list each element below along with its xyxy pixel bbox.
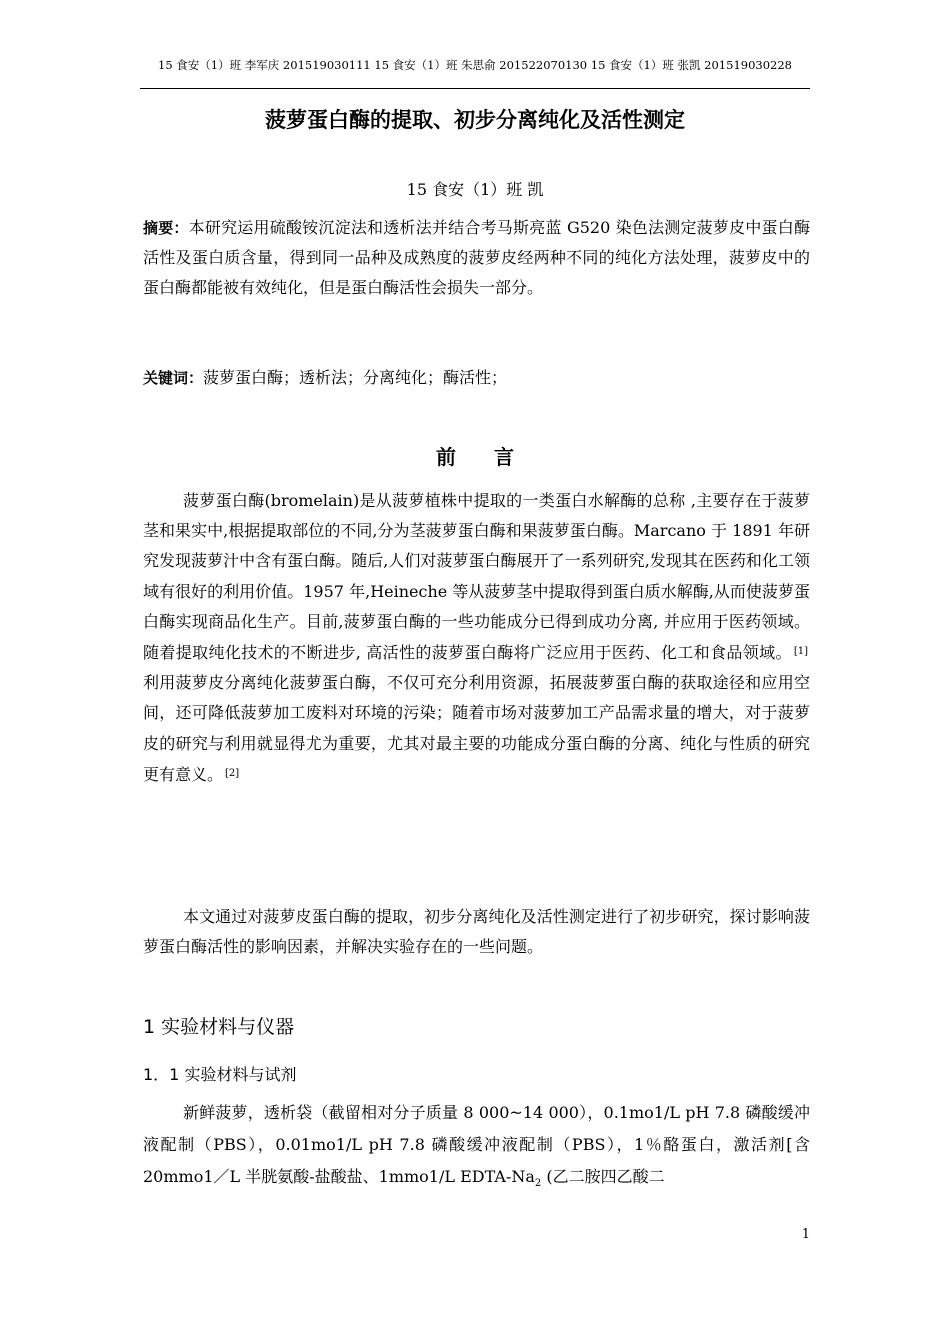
- materials-text-tail: (乙二胺四乙酸二: [541, 1167, 665, 1186]
- materials-paragraph: [143, 1097, 810, 1200]
- keywords-text: 菠萝蛋白酶；透析法；分离纯化；酶活性；: [203, 368, 508, 387]
- abstract-text: 本研究运用硫酸铵沉淀法和透析法并结合考马斯亮蓝 G520 染色法测定菠萝皮中蛋白酶活性及蛋白质含量，得到同一品种及成熟度的菠萝皮经两种不同的纯化方法处理，菠萝皮中的蛋白酶都能被有效纯化，但是蛋白酶活性会损失一部分。: [143, 218, 810, 297]
- section-1-heading: 1 实验材料与仪器: [143, 1016, 295, 1038]
- preface-paragraph-1: [143, 486, 810, 790]
- preface-text-1: 菠萝蛋白酶(bromelain)是从菠萝植株中提取的一类蛋白水解酶的总称 ,主要存在于菠萝茎和果实中,根据提取部位的不同,分为茎菠萝蛋白酶和果菠萝蛋白酶。Marcano 于 1891 年研究发现菠萝汁中含有蛋白酶。随后,人们对菠萝蛋白酶展开了一系列研究,发现其在医药和化工领域有很好的利用价值。1957 年,Heineche 等从菠萝茎中提取得到蛋白质水解酶,从而使菠萝蛋白酶实现商品化生产。目前,菠萝蛋白酶的一些功能成分已得到成功分离, 并应用于医药领域。随着提取纯化技术的不断进步, 高活性的菠萝蛋白酶将广泛应用于医药、化工和食品领域。: [143, 491, 810, 663]
- abstract: [143, 213, 810, 303]
- keywords: [143, 363, 810, 393]
- subscript-2: 2: [534, 1178, 542, 1190]
- preface-paragraph-2: 本文通过对菠萝皮蛋白酶的提取，初步分离纯化及活性测定进行了初步研究，探讨影响菠萝蛋白酶活性的影响因素，并解决实验存在的一些问题。: [143, 907, 810, 956]
- abstract-label: 摘要：: [143, 219, 189, 237]
- paper-title: 菠萝蛋白酶的提取、初步分离纯化及活性测定: [265, 108, 685, 132]
- keywords-label: 关键词：: [143, 369, 204, 387]
- section-1-1-heading: 1．1 实验材料与试剂: [143, 1065, 297, 1084]
- header-rule: [140, 88, 810, 89]
- citation-1: [1]: [793, 646, 808, 658]
- citation-2: [2]: [225, 767, 240, 779]
- page-number: 1: [801, 1227, 810, 1242]
- preface-heading: 前言: [436, 445, 552, 469]
- materials-text: 新鲜菠萝，透析袋（截留相对分子质量 8 000~14 000），0.1mo1/L pH 7.8 磷酸缓冲液配制（PBS），0.01mo1/L pH 7.8 磷酸缓冲液配制（PBS），1％酪蛋白，激活剂[含 20mmo1／L 半胱氨酸-盐酸盐、1mmo1/L EDTA-Na: [143, 1103, 810, 1186]
- author-line: 15 食安（1）班 凯: [406, 180, 544, 199]
- preface-text-2: 利用菠萝皮分离纯化菠萝蛋白酶，不仅可充分利用资源，拓展菠萝蛋白酶的获取途径和应用空间，还可降低菠萝加工废料对环境的污染；随着市场对菠萝加工产品需求量的增大，对于菠萝皮的研究与利用就显得尤为重要，尤其对最主要的功能成分蛋白酶的分离、纯化与性质的研究更有意义。: [143, 673, 810, 784]
- running-header: 15 食安（1）班 李军庆 201519030111 15 食安（1）班 朱思俞 201522070130 15 食安（1）班 张凯 201519030228: [158, 58, 792, 72]
